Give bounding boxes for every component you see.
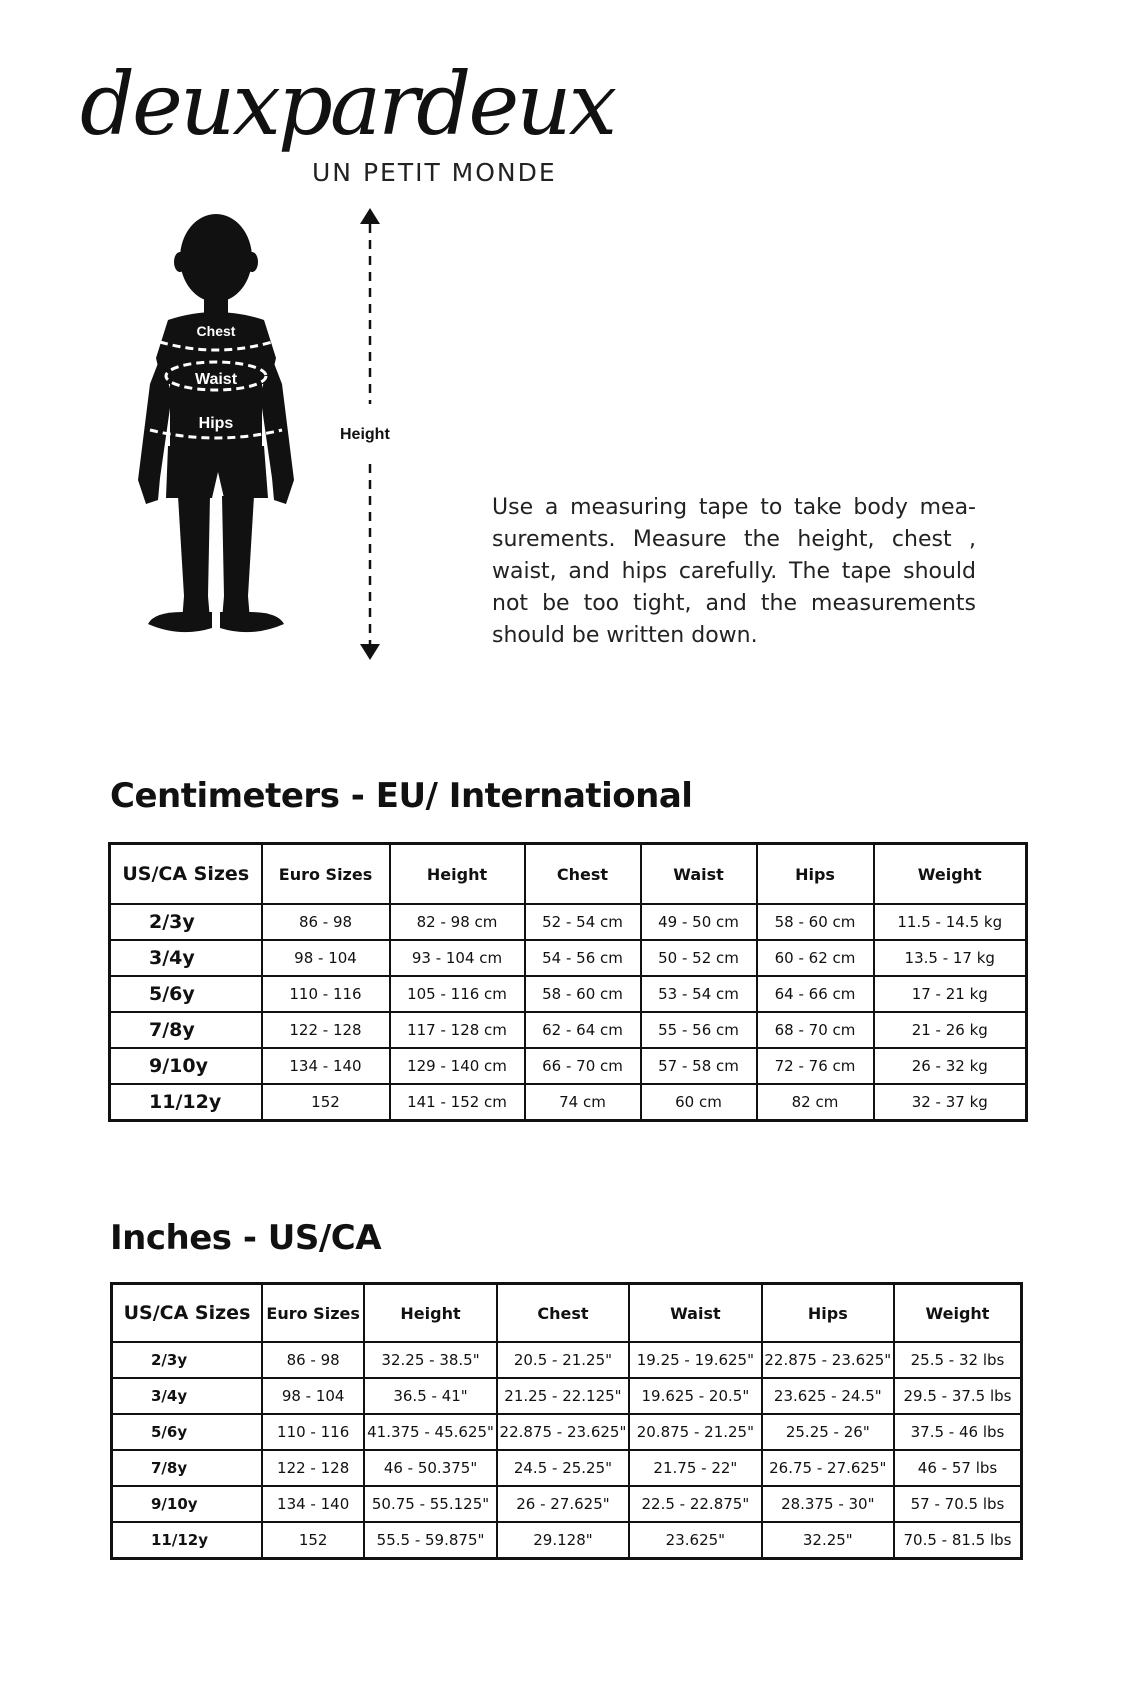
col-header: Chest: [525, 844, 641, 905]
col-header: Euro Sizes: [262, 844, 390, 905]
table-cell: 19.25 - 19.625": [629, 1342, 761, 1378]
table-cell: 11.5 - 14.5 kg: [874, 904, 1027, 940]
table-cell: 50 - 52 cm: [641, 940, 757, 976]
table-cell: 57 - 58 cm: [641, 1048, 757, 1084]
table-row: [112, 1342, 1022, 1378]
table-cell: 74 cm: [525, 1084, 641, 1121]
table-cell: 17 - 21 kg: [874, 976, 1027, 1012]
table-cell: 21.25 - 22.125": [497, 1378, 629, 1414]
table-cell: 26.75 - 27.625": [762, 1450, 894, 1486]
table-cell: 68 - 70 cm: [757, 1012, 874, 1048]
size-cell: 11/12y: [110, 1084, 262, 1121]
col-header: US/CA Sizes: [110, 844, 262, 905]
table-cell: 82 - 98 cm: [390, 904, 525, 940]
table-cell: 60 cm: [641, 1084, 757, 1121]
table-cell: 24.5 - 25.25": [497, 1450, 629, 1486]
table-cell: 70.5 - 81.5 lbs: [894, 1522, 1022, 1559]
table-cell: 82 cm: [757, 1084, 874, 1121]
table-cell: 46 - 57 lbs: [894, 1450, 1022, 1486]
table-cell: 20.875 - 21.25": [629, 1414, 761, 1450]
table-cell: 141 - 152 cm: [390, 1084, 525, 1121]
size-cell: 9/10y: [112, 1486, 262, 1522]
table-cell: 152: [262, 1522, 364, 1559]
table-cell: 36.5 - 41": [364, 1378, 496, 1414]
col-header: US/CA Sizes: [112, 1284, 262, 1343]
col-header: Waist: [629, 1284, 761, 1343]
col-header: Weight: [874, 844, 1027, 905]
inches-section-title: Inches - US/CA: [110, 1218, 382, 1258]
table-cell: 122 - 128: [262, 1012, 390, 1048]
table-cell: 58 - 60 cm: [525, 976, 641, 1012]
waist-label: Waist: [194, 371, 238, 388]
table-row: [110, 1084, 1027, 1121]
chest-label: Chest: [196, 323, 236, 339]
size-cell: 7/8y: [110, 1012, 262, 1048]
table-cell: 26 - 32 kg: [874, 1048, 1027, 1084]
table-cell: 22.5 - 22.875": [629, 1486, 761, 1522]
table-cell: 134 - 140: [262, 1486, 364, 1522]
table-cell: 32.25": [762, 1522, 894, 1559]
inches-size-table: [110, 1282, 1023, 1560]
table-cell: 50.75 - 55.125": [364, 1486, 496, 1522]
table-cell: 55.5 - 59.875": [364, 1522, 496, 1559]
table-row: [112, 1450, 1022, 1486]
table-cell: 122 - 128: [262, 1450, 364, 1486]
table-cell: 52 - 54 cm: [525, 904, 641, 940]
measuring-instructions: Use a measuring tape to take body mea-surements. Measure the height, chest , waist, and hips carefully. The tape should not be too tight, and the measurements should be written down.: [492, 495, 976, 648]
table-cell: 72 - 76 cm: [757, 1048, 874, 1084]
col-header: Height: [364, 1284, 496, 1343]
table-cell: 21 - 26 kg: [874, 1012, 1027, 1048]
table-cell: 86 - 98: [262, 904, 390, 940]
table-cell: 25.25 - 26": [762, 1414, 894, 1450]
table-cell: 28.375 - 30": [762, 1486, 894, 1522]
table-cell: 60 - 62 cm: [757, 940, 874, 976]
table-cell: 25.5 - 32 lbs: [894, 1342, 1022, 1378]
size-cell: 7/8y: [112, 1450, 262, 1486]
table-cell: 55 - 56 cm: [641, 1012, 757, 1048]
child-silhouette-figure: [120, 208, 310, 658]
col-header: Weight: [894, 1284, 1022, 1343]
table-cell: 117 - 128 cm: [390, 1012, 525, 1048]
table-cell: 110 - 116: [262, 1414, 364, 1450]
table-cell: 37.5 - 46 lbs: [894, 1414, 1022, 1450]
table-row: [110, 1012, 1027, 1048]
table-cell: 58 - 60 cm: [757, 904, 874, 940]
table-cell: 23.625 - 24.5": [762, 1378, 894, 1414]
table-row: [110, 976, 1027, 1012]
table-cell: 134 - 140: [262, 1048, 390, 1084]
table-cell: 86 - 98: [262, 1342, 364, 1378]
table-row: [110, 940, 1027, 976]
size-cell: 11/12y: [112, 1522, 262, 1559]
table-row: [110, 904, 1027, 940]
table-cell: 98 - 104: [262, 1378, 364, 1414]
table-row: [112, 1378, 1022, 1414]
size-cell: 5/6y: [110, 976, 262, 1012]
table-cell: 105 - 116 cm: [390, 976, 525, 1012]
col-header: Chest: [497, 1284, 629, 1343]
table-cell: 64 - 66 cm: [757, 976, 874, 1012]
col-header: Height: [390, 844, 525, 905]
col-header: Waist: [641, 844, 757, 905]
cm-section-title: Centimeters - EU/ International: [110, 776, 693, 816]
table-cell: 46 - 50.375": [364, 1450, 496, 1486]
size-cell: 3/4y: [110, 940, 262, 976]
table-header-row: [110, 844, 1027, 905]
table-cell: 20.5 - 21.25": [497, 1342, 629, 1378]
table-cell: 23.625": [629, 1522, 761, 1559]
table-cell: 19.625 - 20.5": [629, 1378, 761, 1414]
cm-size-table: [108, 842, 1028, 1122]
table-row: [112, 1414, 1022, 1450]
table-cell: 13.5 - 17 kg: [874, 940, 1027, 976]
table-cell: 53 - 54 cm: [641, 976, 757, 1012]
size-cell: 5/6y: [112, 1414, 262, 1450]
table-cell: 66 - 70 cm: [525, 1048, 641, 1084]
col-header: Euro Sizes: [262, 1284, 364, 1343]
table-cell: 29.5 - 37.5 lbs: [894, 1378, 1022, 1414]
size-cell: 2/3y: [110, 904, 262, 940]
size-cell: 9/10y: [110, 1048, 262, 1084]
table-cell: 54 - 56 cm: [525, 940, 641, 976]
table-cell: 152: [262, 1084, 390, 1121]
table-cell: 62 - 64 cm: [525, 1012, 641, 1048]
table-header-row: [112, 1284, 1022, 1343]
table-cell: 32 - 37 kg: [874, 1084, 1027, 1121]
table-cell: 21.75 - 22": [629, 1450, 761, 1486]
table-cell: 98 - 104: [262, 940, 390, 976]
brand-name: deuxpardeux: [80, 55, 615, 155]
table-cell: 29.128": [497, 1522, 629, 1559]
table-cell: 26 - 27.625": [497, 1486, 629, 1522]
brand-logo: [80, 55, 620, 192]
hips-label: Hips: [198, 415, 234, 432]
table-cell: 32.25 - 38.5": [364, 1342, 496, 1378]
col-header: Hips: [757, 844, 874, 905]
table-cell: 129 - 140 cm: [390, 1048, 525, 1084]
col-header: Hips: [762, 1284, 894, 1343]
table-cell: 41.375 - 45.625": [364, 1414, 496, 1450]
table-cell: 93 - 104 cm: [390, 940, 525, 976]
table-row: [110, 1048, 1027, 1084]
table-row: [112, 1522, 1022, 1559]
height-label: Height: [340, 426, 390, 443]
table-cell: 110 - 116: [262, 976, 390, 1012]
table-cell: 49 - 50 cm: [641, 904, 757, 940]
table-cell: 22.875 - 23.625": [497, 1414, 629, 1450]
table-cell: 57 - 70.5 lbs: [894, 1486, 1022, 1522]
brand-tagline: UN PETIT MONDE: [312, 158, 557, 187]
table-row: [112, 1486, 1022, 1522]
size-cell: 2/3y: [112, 1342, 262, 1378]
size-cell: 3/4y: [112, 1378, 262, 1414]
table-cell: 22.875 - 23.625": [762, 1342, 894, 1378]
